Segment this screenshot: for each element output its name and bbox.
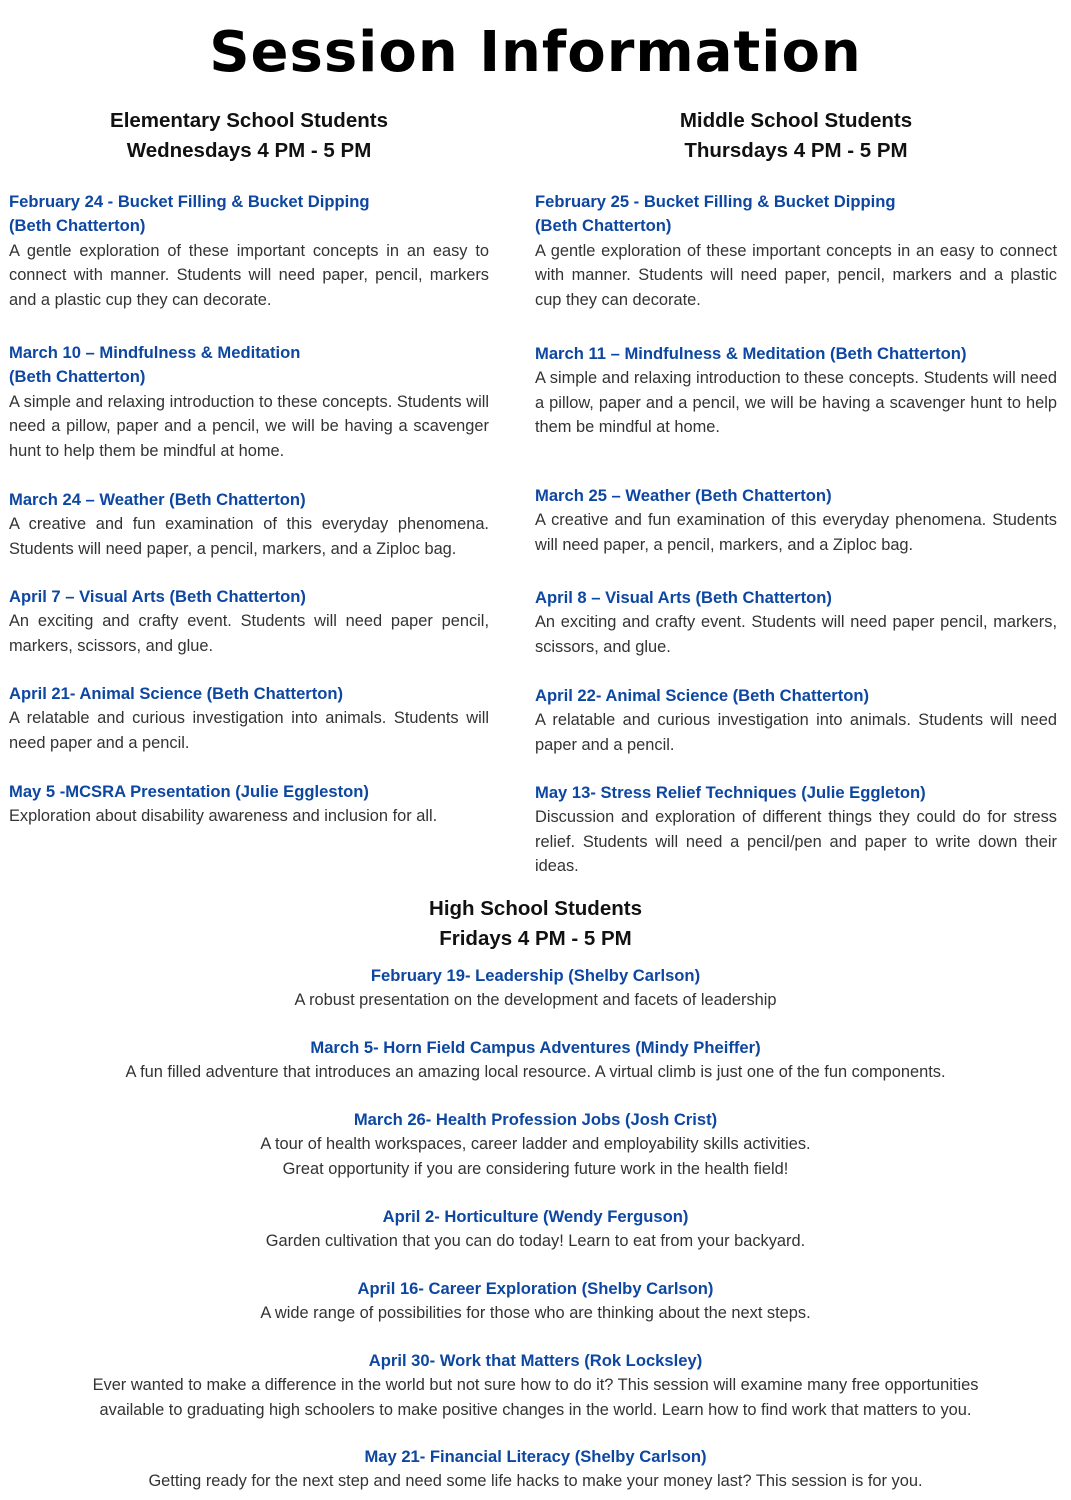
session-description: A relatable and curious investigation into animals. Students will need paper and a pencil. [9, 709, 489, 752]
page-title: Session Information [209, 20, 862, 85]
middle-heading [535, 106, 1057, 166]
session-description-line-2: available to graduating high schoolers to make positive changes in the world. Learn how to find work that matters to you. [99, 1400, 972, 1419]
elementary-session [9, 585, 489, 658]
session-presenter: (Beth Chatterton) [9, 367, 146, 387]
session-title: February 25 - Bucket Filling & Bucket Dipping [535, 192, 896, 211]
middle-session [535, 781, 1057, 879]
session-presenter: (Beth Chatterton) [535, 216, 672, 236]
session-description-line-2: Great opportunity if you are considering future work in the health field! [282, 1159, 789, 1178]
session-description: A creative and fun examination of this everyday phenomena. Students will need paper, a pencil, markers, and a Ziploc bag. [535, 511, 1057, 554]
session-title: May 13- Stress Relief Techniques (Julie Eggleton) [535, 783, 926, 802]
elementary-heading [9, 106, 489, 166]
high-session [0, 1036, 1071, 1085]
session-description: Garden cultivation that you can do today! Learn to eat from your backyard. [265, 1232, 806, 1251]
high-school-section [0, 894, 1071, 1491]
middle-session [535, 484, 1057, 557]
elementary-session [9, 341, 489, 463]
session-description: Exploration about disability awareness and inclusion for all. [9, 807, 438, 826]
middle-column [535, 106, 1057, 876]
middle-heading-label: Middle School Students [679, 109, 913, 132]
session-title: April 7 – Visual Arts (Beth Chatterton) [9, 587, 306, 606]
high-heading-label: High School Students [429, 897, 642, 920]
session-description: A simple and relaxing introduction to these concepts. Students will need a pillow, paper and a pencil, we will be having a scavenger hunt to help them be mindful at home. [535, 369, 1057, 437]
session-title: April 16- Career Exploration (Shelby Carlson) [357, 1279, 714, 1298]
middle-session [535, 342, 1057, 440]
session-title: April 2- Horticulture (Wendy Ferguson) [382, 1207, 689, 1226]
session-description: A gentle exploration of these important concepts in an easy to connect with manner. Students will need paper, pencil, markers and a plastic cup they can decorate. [535, 241, 1057, 309]
session-title: March 10 – Mindfulness & Meditation [9, 343, 301, 362]
session-description: Discussion and exploration of different things they could do for stress relief. Students will need a pencil/pen and paper to write down their ideas. [535, 808, 1057, 876]
session-description: An exciting and crafty event. Students will need paper pencil, markers, scissors, and glue. [9, 612, 489, 655]
session-description: Getting ready for the next step and need some life hacks to make your money last? This session is for you. [148, 1472, 923, 1491]
session-description: A simple and relaxing introduction to these concepts. Students will need a pillow, paper and a pencil, we will be having a scavenger hunt to help them be mindful at home. [9, 392, 489, 460]
elementary-session [9, 488, 489, 561]
high-schedule: Fridays 4 PM - 5 PM [439, 927, 632, 950]
session-description: A fun filled adventure that introduces an amazing local resource. A virtual climb is just one of the fun components. [125, 1063, 946, 1082]
session-presenter: (Beth Chatterton) [9, 216, 146, 236]
session-title: April 22- Animal Science (Beth Chatterton) [535, 686, 870, 705]
session-title: March 24 – Weather (Beth Chatterton) [9, 490, 306, 509]
session-description: A robust presentation on the development and facets of leadership [294, 991, 777, 1010]
session-title: March 11 – Mindfulness & Meditation (Beth Chatterton) [535, 344, 967, 363]
high-session [0, 1349, 1071, 1422]
high-session [0, 1277, 1071, 1326]
session-description: A relatable and curious investigation into animals. Students will need paper and a pencil. [535, 711, 1057, 754]
high-session [0, 1205, 1071, 1254]
high-session [0, 1445, 1071, 1494]
session-description: A creative and fun examination of this everyday phenomena. Students will need paper, a pencil, markers, and a Ziploc bag. [9, 515, 489, 558]
session-description: A wide range of possibilities for those who are thinking about the next steps. [260, 1304, 811, 1323]
session-title: February 24 - Bucket Filling & Bucket Dipping [9, 192, 370, 211]
high-session [0, 964, 1071, 1013]
session-description: A tour of health workspaces, career ladder and employability skills activities. [260, 1135, 811, 1154]
middle-schedule: Thursdays 4 PM - 5 PM [684, 139, 908, 162]
session-title: March 26- Health Profession Jobs (Josh Crist) [353, 1110, 718, 1129]
session-title: March 5- Horn Field Campus Adventures (Mindy Pheiffer) [310, 1038, 761, 1057]
elementary-heading-label: Elementary School Students [110, 109, 388, 132]
session-title: February 19- Leadership (Shelby Carlson) [370, 966, 701, 985]
high-session [0, 1108, 1071, 1181]
session-title: March 25 – Weather (Beth Chatterton) [535, 486, 832, 505]
elementary-session [9, 780, 489, 829]
session-title: April 8 – Visual Arts (Beth Chatterton) [535, 588, 832, 607]
session-description: A gentle exploration of these important concepts in an easy to connect with manner. Students will need paper, pencil, markers and a plastic cup they can decorate. [9, 241, 489, 309]
middle-session [535, 586, 1057, 659]
elementary-column [9, 106, 489, 826]
middle-session [535, 190, 1057, 312]
elementary-session [9, 190, 489, 312]
session-title: May 21- Financial Literacy (Shelby Carlson) [364, 1447, 707, 1466]
session-description: Ever wanted to make a difference in the world but not sure how to do it? This session will examine many free opportunities [92, 1376, 979, 1395]
elementary-schedule: Wednesdays 4 PM - 5 PM [126, 139, 372, 162]
session-description: An exciting and crafty event. Students will need paper pencil, markers, scissors, and glue. [535, 613, 1057, 656]
elementary-session [9, 682, 489, 755]
session-title: April 30- Work that Matters (Rok Locksley) [368, 1351, 703, 1370]
session-title: May 5 -MCSRA Presentation (Julie Eggleston) [9, 782, 369, 801]
high-heading [0, 894, 1071, 954]
session-title: April 21- Animal Science (Beth Chatterton) [9, 684, 344, 703]
middle-session [535, 684, 1057, 757]
